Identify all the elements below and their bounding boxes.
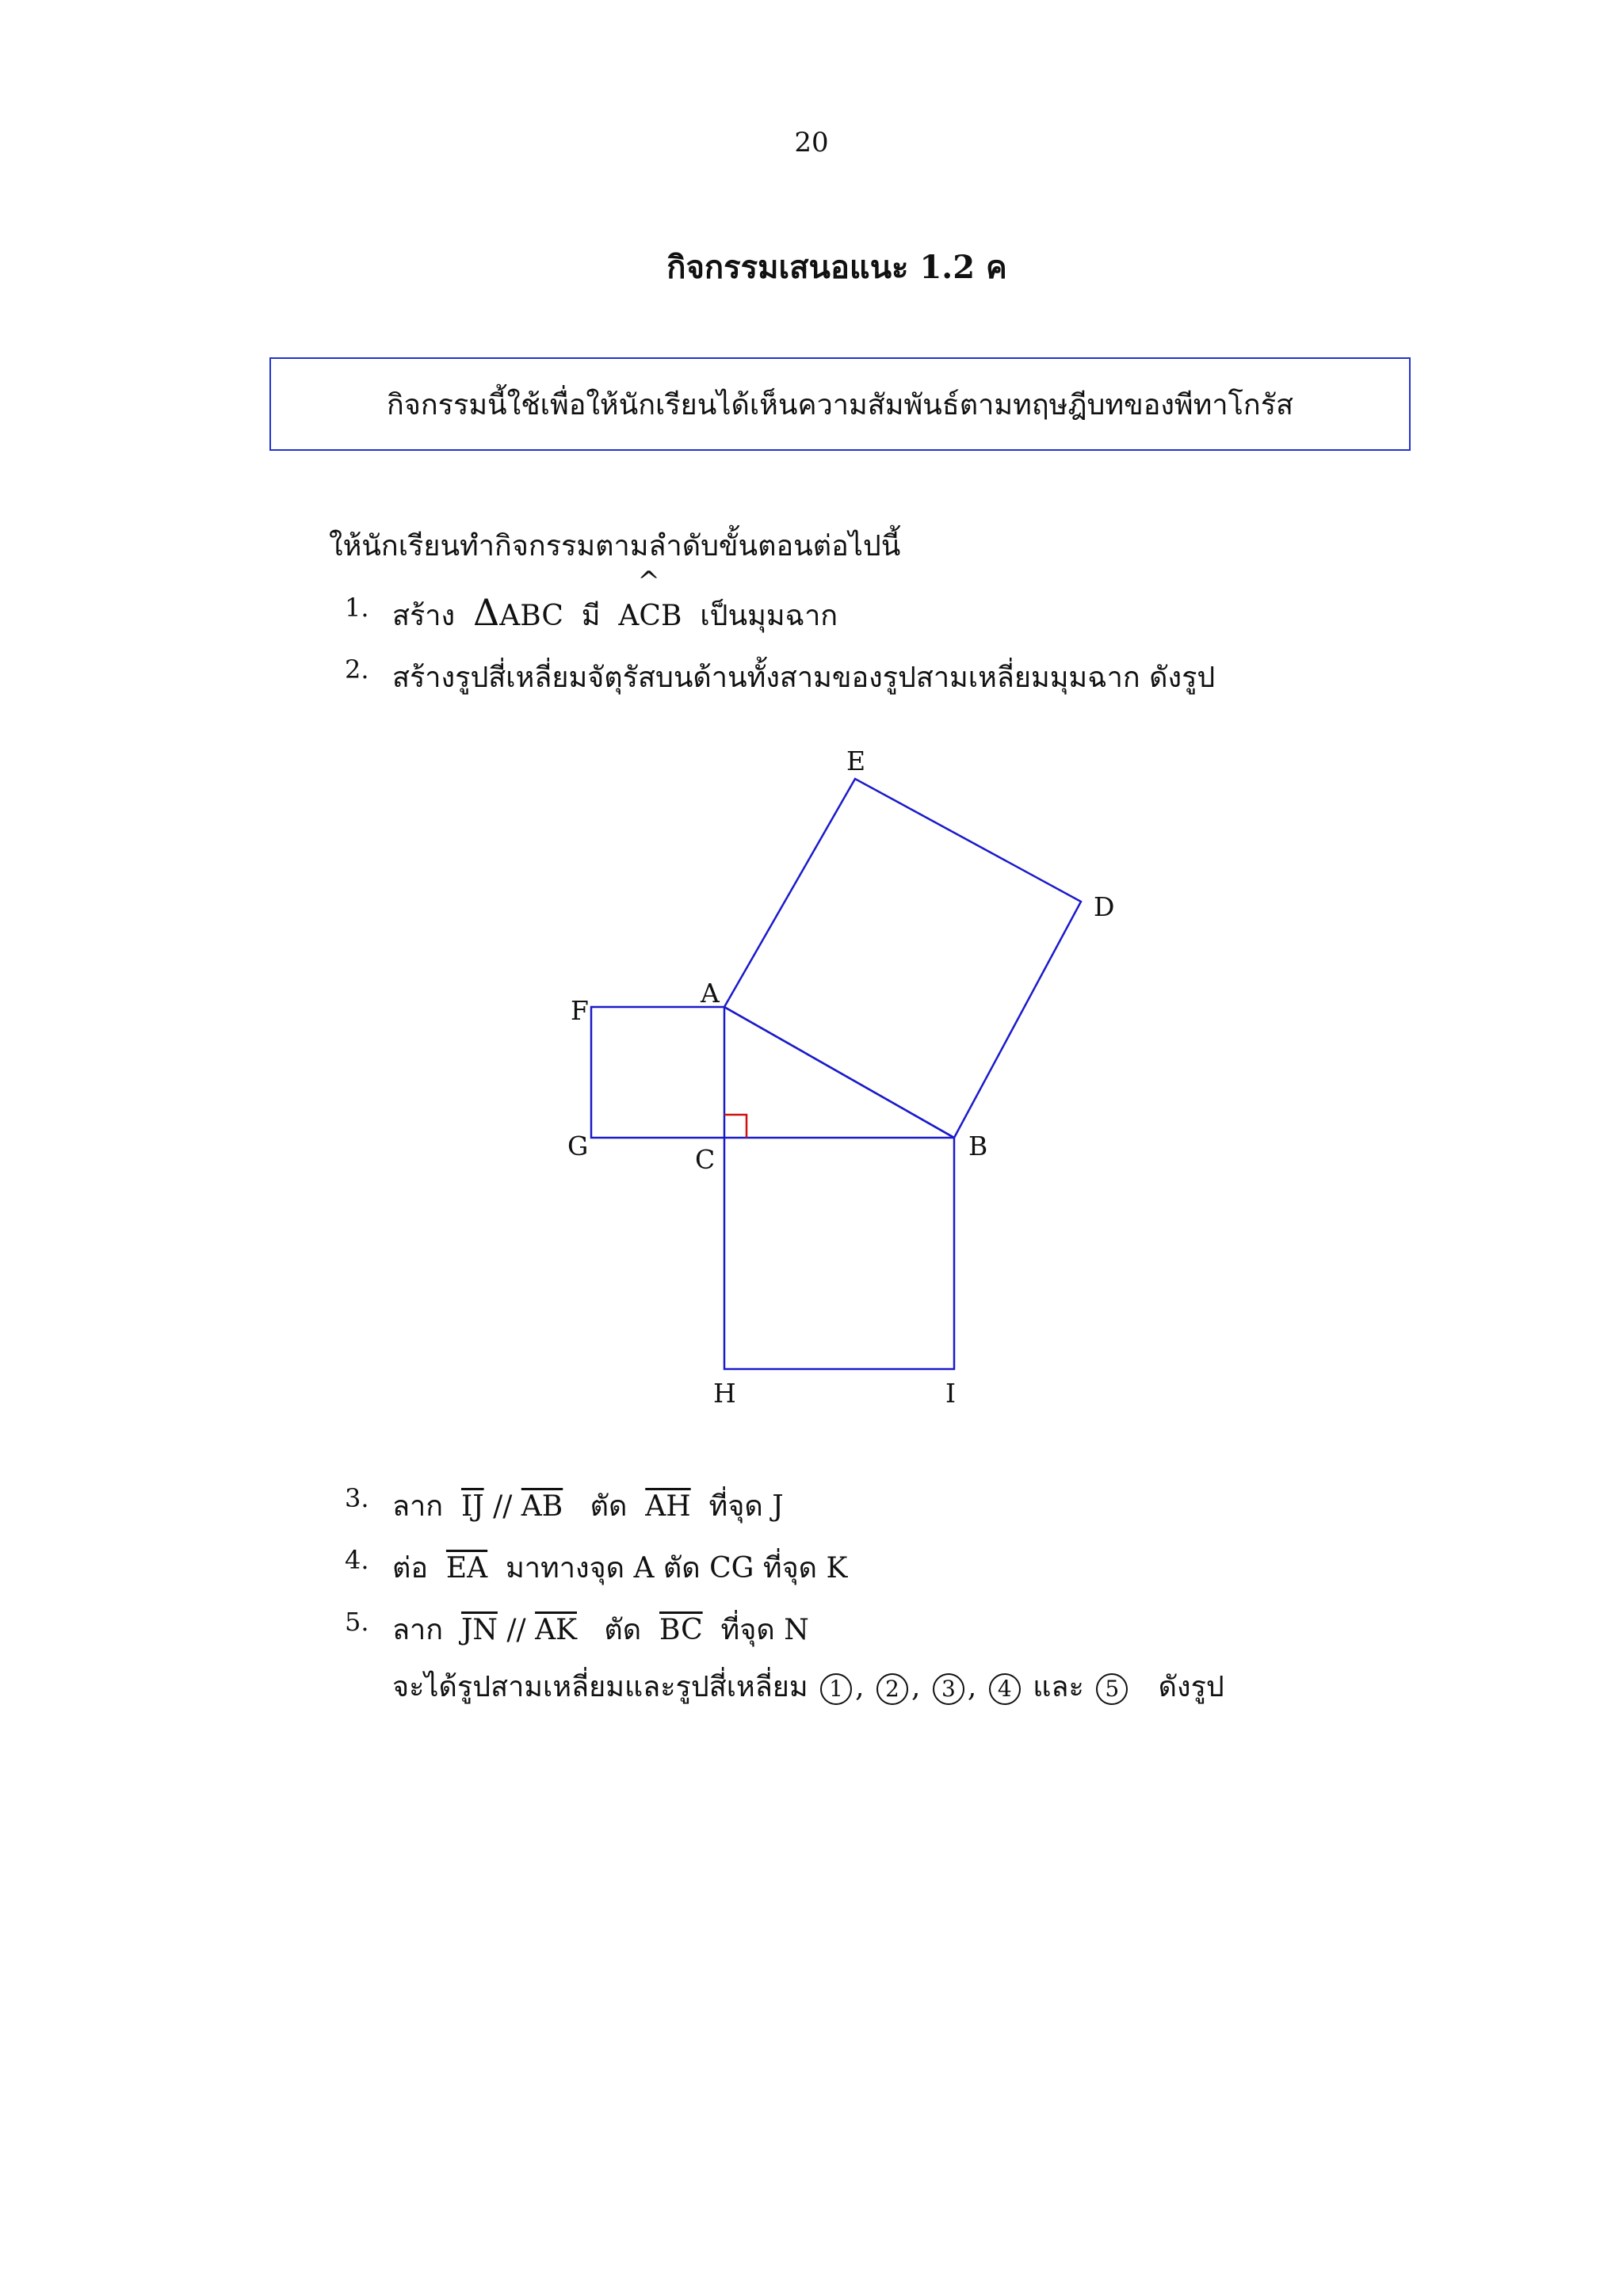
circled-number-5: 5 bbox=[1096, 1673, 1128, 1705]
segment-ah: $\overline{AH}$ bbox=[645, 1490, 691, 1523]
right-angle-marker bbox=[724, 1115, 747, 1138]
label-g: G bbox=[567, 1131, 589, 1161]
page-title: กิจกรรมเสนอแนะ 1.2 ค bbox=[666, 249, 1007, 286]
parallel-symbol: // bbox=[493, 1490, 513, 1523]
step-number: 2. bbox=[345, 654, 369, 685]
square-on-leg-ac bbox=[591, 1007, 724, 1138]
circled-number-4: 4 bbox=[989, 1673, 1021, 1705]
page-number: 20 bbox=[794, 127, 829, 158]
step-5-cut: ตัด bbox=[604, 1614, 642, 1646]
step-5-result: จะได้รูปสามเหลี่ยมและรูปสี่เหลี่ยม 1 , 2 , 3 , 4 และ 5 ดังรูป bbox=[392, 1671, 1224, 1703]
triangle-name: ABC bbox=[499, 600, 563, 632]
square-on-leg-bc bbox=[724, 1138, 954, 1369]
step-4-extend: ต่อ bbox=[392, 1552, 428, 1585]
step-1-verb: สร้าง bbox=[392, 600, 456, 632]
step-4-rest: มาทางจุด A ตัด CG ที่จุด K bbox=[506, 1552, 848, 1585]
step-number: 1. bbox=[345, 593, 369, 623]
result-text: จะได้รูปสามเหลี่ยมและรูปสี่เหลี่ยม bbox=[392, 1671, 808, 1703]
objective-note-text: กิจกรรมนี้ใช้เพื่อให้นักเรียนได้เห็นความสัมพันธ์ตามทฤษฎีบทของพีทาโกรัส bbox=[386, 388, 1294, 421]
label-h: H bbox=[713, 1378, 736, 1409]
angle-vertex-c: C bbox=[639, 600, 661, 632]
segment-ij: $\overline{IJ}$ bbox=[460, 1490, 484, 1523]
circled-number-3: 3 bbox=[933, 1673, 964, 1705]
result-and: และ bbox=[1033, 1671, 1084, 1703]
triangle-symbol: Δ bbox=[473, 591, 500, 634]
step-3-point: ที่จุด J bbox=[708, 1490, 784, 1523]
step-number: 4. bbox=[345, 1545, 369, 1575]
label-e: E bbox=[846, 746, 866, 776]
result-as-figure: ดังรูป bbox=[1158, 1671, 1224, 1703]
label-c: C bbox=[695, 1144, 716, 1175]
label-d: D bbox=[1094, 891, 1115, 922]
step-5-point: ที่จุด N bbox=[720, 1614, 809, 1646]
step-text: สร้างรูปสี่เหลี่ยมจัตุรัสบนด้านทั้งสามของรูปสามเหลี่ยมมุมฉาก ดังรูป bbox=[392, 662, 1216, 694]
square-on-hypotenuse bbox=[724, 779, 1081, 1138]
step-3-draw: ลาก bbox=[392, 1490, 444, 1523]
angle-vertex-a: A bbox=[618, 600, 640, 632]
hypotenuse-ab bbox=[724, 1007, 954, 1138]
step-text bbox=[392, 1545, 847, 1590]
segment-bc: $\overline{BC}$ bbox=[659, 1614, 703, 1646]
step-text bbox=[392, 1483, 784, 1528]
step-text bbox=[392, 1607, 809, 1652]
step-1-right-angle: เป็นมุมฉาก bbox=[700, 600, 838, 632]
label-a: A bbox=[701, 978, 720, 1009]
step-5-draw: ลาก bbox=[392, 1614, 444, 1646]
step-number: 3. bbox=[345, 1483, 369, 1513]
label-b: B bbox=[968, 1131, 988, 1161]
angle-hat-symbol: ^ bbox=[637, 566, 660, 597]
circled-number-1: 1 bbox=[820, 1673, 852, 1705]
segment-jn: $\overline{JN}$ bbox=[460, 1614, 498, 1646]
step-number: 5. bbox=[345, 1607, 369, 1637]
label-f: F bbox=[571, 995, 589, 1026]
angle-vertex-b: B bbox=[660, 600, 682, 632]
label-i: I bbox=[945, 1378, 957, 1409]
step-3-cut: ตัด bbox=[590, 1490, 628, 1523]
parallel-symbol: // bbox=[506, 1614, 526, 1646]
step-1-has: มี bbox=[581, 600, 601, 632]
segment-ea: $\overline{EA}$ bbox=[445, 1552, 488, 1585]
segment-ak: $\overline{AK}$ bbox=[535, 1614, 577, 1646]
circled-number-2: 2 bbox=[876, 1673, 908, 1705]
instruction-text: ให้นักเรียนทำกิจกรรมตามลำดับขั้นตอนต่อไปนี้ bbox=[329, 530, 901, 563]
segment-ab: $\overline{AB}$ bbox=[521, 1490, 563, 1523]
